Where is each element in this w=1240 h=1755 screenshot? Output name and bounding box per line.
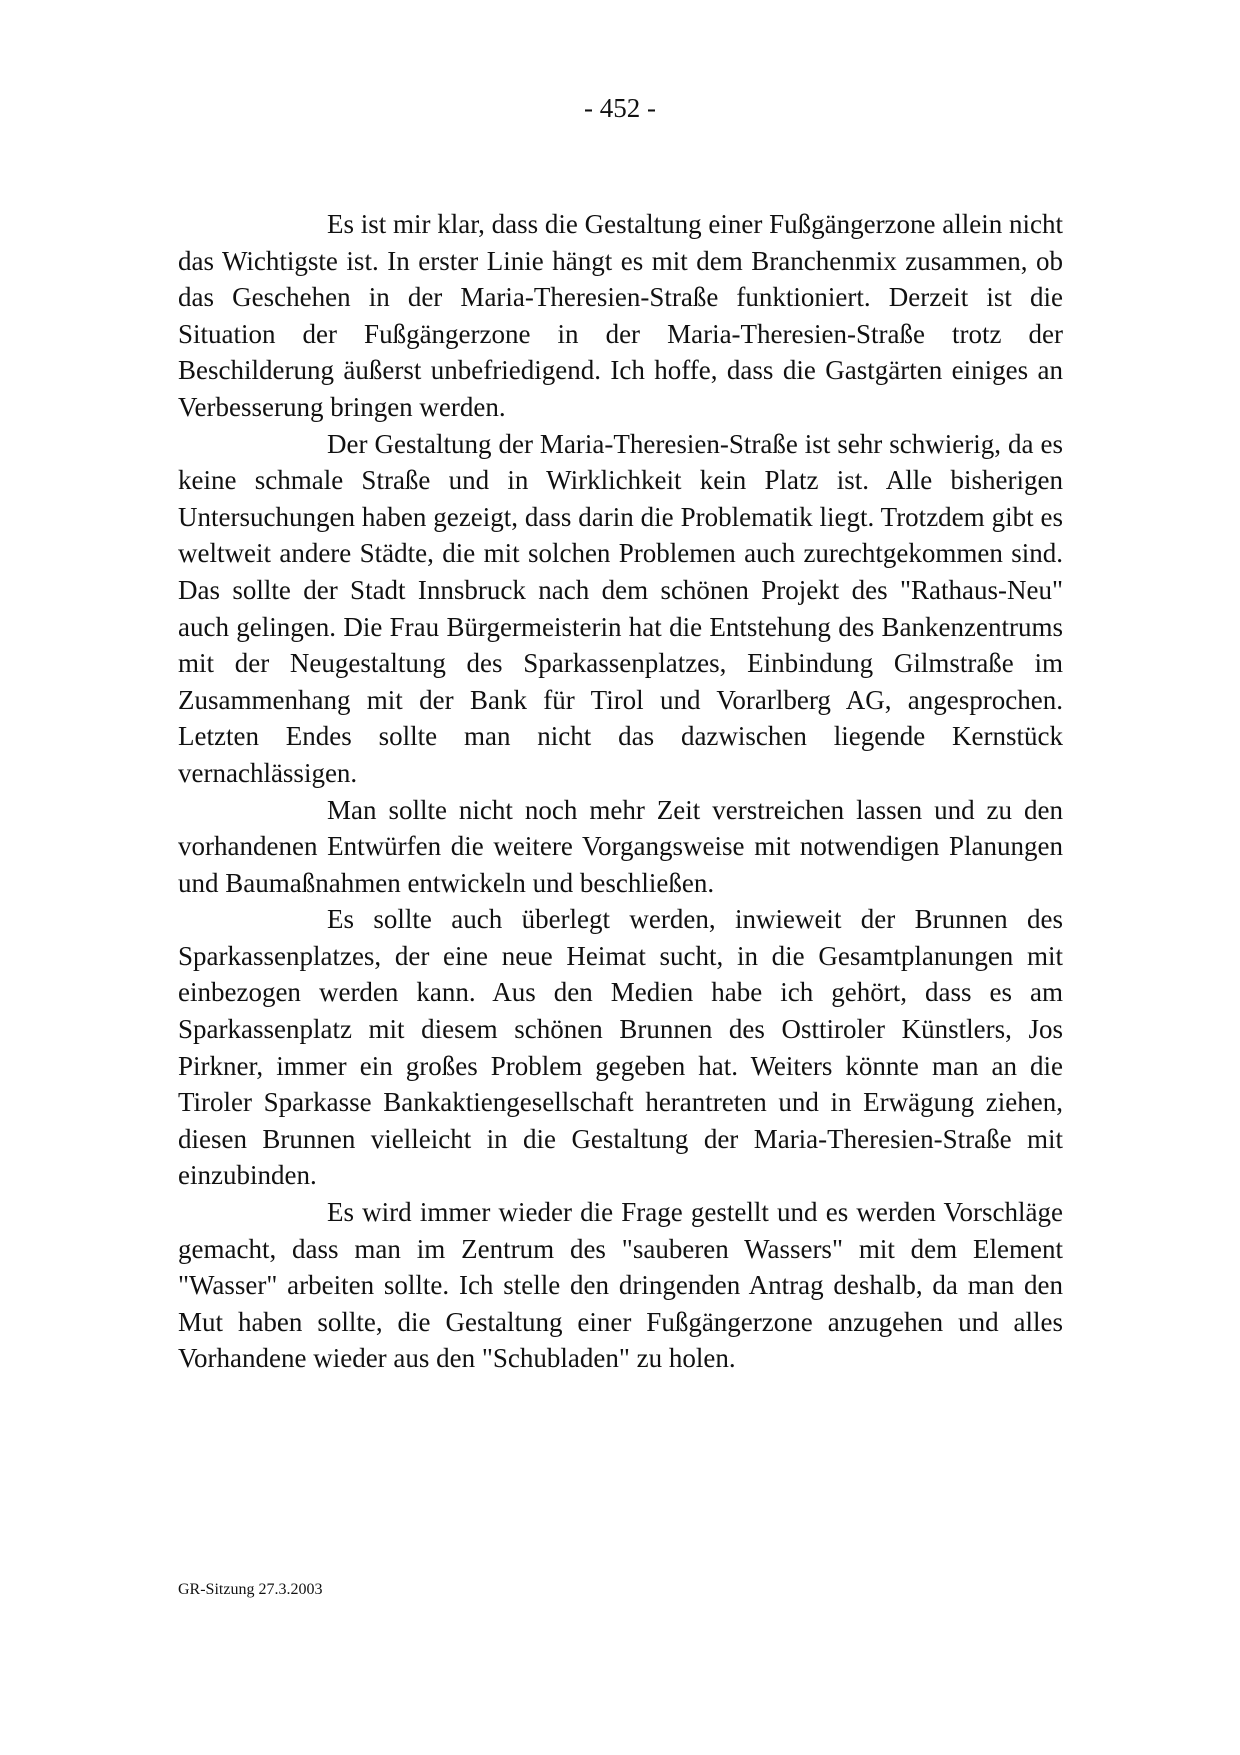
- paragraph: Es sollte auch überlegt werden, inwieweit der Brunnen des Sparkassenplatzes, der eine neue Heimat sucht, in die Gesamtplanungen mit einbezogen werden kann. Aus den Medien habe ich gehört, dass es am Sparkassenplatz mit diesem schönen Brunnen des Osttiroler Künstlers, Jos Pirkner, immer ein großes Problem gegeben hat. Weiters könnte man an die Tiroler Sparkasse Bankaktiengesellschaft herantreten und in Erwägung ziehen, diesen Brunnen vielleicht in die Gestaltung der Maria-Theresien-Straße mit einzubinden.: [178, 904, 1063, 1191]
- paragraph: Es ist mir klar, dass die Gestaltung einer Fußgängerzone allein nicht das Wichtigste ist. In erster Linie hängt es mit dem Branchenmix zusammen, ob das Geschehen in der Maria-Theresien-Straße funktioniert. Derzeit ist die Situation der Fußgängerzone in der Maria-Theresien-Straße trotz der Beschilderung äußerst unbefriedigend. Ich hoffe, dass die Gastgärten einiges an Verbesserung bringen werden.: [178, 209, 1063, 422]
- paragraph: Man sollte nicht noch mehr Zeit verstreichen lassen und zu den vorhandenen Entwürfen die weitere Vorgangsweise mit notwendigen Planungen und Baumaßnahmen entwickeln und beschließen.: [178, 794, 1063, 898]
- paragraph: Es wird immer wieder die Frage gestellt und es werden Vorschläge gemacht, dass man im Zentrum des "sauberen Wassers" mit dem Element "Wasser" arbeiten sollte. Ich stelle den dringenden Antrag deshalb, da man den Mut haben sollte, die Gestaltung einer Fußgängerzone anzugehen und alles Vorhandene wieder aus den "Schubladen" zu holen.: [178, 1197, 1063, 1374]
- footer-session-date: GR-Sitzung 27.3.2003: [178, 1581, 323, 1598]
- document-body: [178, 206, 1063, 1377]
- page-number: - 452 -: [584, 93, 656, 123]
- paragraph: Der Gestaltung der Maria-Theresien-Straße ist sehr schwierig, da es keine schmale Straße und in Wirklichkeit kein Platz ist. Alle bisherigen Untersuchungen haben gezeigt, dass darin die Problematik liegt. Trotzdem gibt es weltweit andere Städte, die mit solchen Problemen auch zurechtgekommen sind. Das sollte der Stadt Innsbruck nach dem schönen Projekt des "Rathaus-Neu" auch gelingen. Die Frau Bürgermeisterin hat die Entstehung des Bankenzentrums mit der Neugestaltung des Sparkassenplatzes, Einbindung Gilmstraße im Zusammenhang mit der Bank für Tirol und Vorarlberg AG, angesprochen. Letzten Endes sollte man nicht das dazwischen liegende Kernstück vernachlässigen.: [178, 428, 1063, 788]
